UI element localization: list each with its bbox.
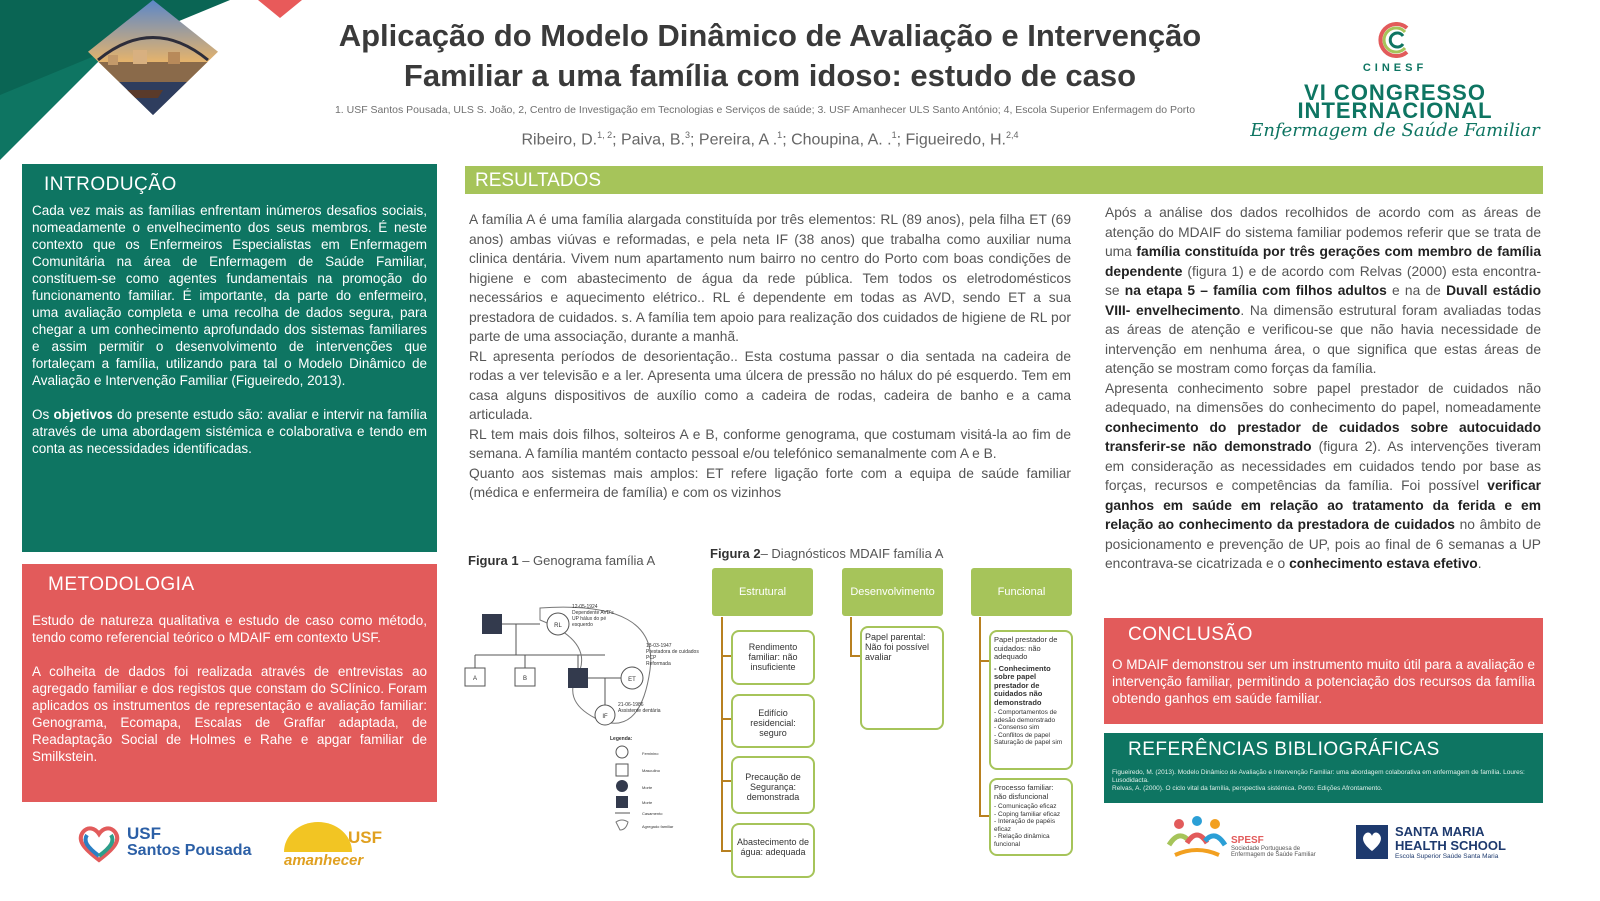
resultados-p2: RL apresenta períodos de desorientação.. Esta costuma passar o dia sentada na cadeira de rodas a ver televisão e a ler. Apresenta uma úlcera de pressão no hálux do pé esquerdo. Tem em casa alguns dispositivos de auxílio como a cadeira de rodas, cadeira de banho e a cama articulada. bbox=[469, 348, 1071, 422]
f2-processo-item: - Coping familiar eficaz bbox=[994, 810, 1061, 818]
f2-estrutural-box: Rendimento familiar: não insuficiente bbox=[731, 630, 815, 685]
smhs-line3: Escola Superior Saúde Santa Maria bbox=[1395, 853, 1499, 860]
f2-connector bbox=[721, 655, 731, 657]
author-name: Pereira, A . bbox=[698, 131, 778, 149]
f2-papel-item: - Comportamentos de adesão demonstrado bbox=[994, 709, 1057, 724]
bold-text: conhecimento estava efetivo bbox=[1289, 556, 1478, 571]
rl-note: esquerdo bbox=[572, 622, 593, 628]
f2-connector bbox=[850, 655, 860, 657]
author-sup: 2,4 bbox=[1006, 130, 1019, 140]
f2-connector bbox=[721, 850, 731, 852]
resultados-p4: Quanto aos sistemas mais amplos: ET refere ligação forte com a equipa de saúde familiar (médica e enfermeira de família) e com os vizinhos bbox=[469, 465, 1071, 500]
text: . Na dimensão estrutural foram avaliadas todas as áreas de atenção e verificou-se que não havia necessidade de intervenção em nenhuma área, o que significa que estas áreas de atenção se mostram como forças da família. bbox=[1105, 302, 1541, 376]
legend-item: Masculino bbox=[642, 768, 661, 773]
usf-sp-top: USF bbox=[127, 824, 161, 843]
usf-amanhecer-logo bbox=[282, 818, 382, 872]
bold-text: Duvall estádio VIII- envelhecimento bbox=[1105, 283, 1542, 318]
f2-connector bbox=[979, 815, 989, 817]
introducao-p2 bbox=[32, 406, 427, 457]
f2-connector bbox=[721, 617, 723, 852]
spesf-sub: Sociedade Portuguesa de bbox=[1231, 846, 1301, 852]
figura2-label: Figura 2 bbox=[710, 546, 761, 561]
et-label: ET bbox=[628, 677, 636, 683]
smhs-line2: HEALTH SCHOOL bbox=[1395, 838, 1506, 853]
conclusao-heading: CONCLUSÃO bbox=[1128, 624, 1253, 645]
title-line-1: Aplicação do Modelo Dinâmico de Avaliação e Intervenção bbox=[338, 18, 1202, 53]
affiliations: 1. USF Santos Pousada, ULS S. João, 2, Centro de Investigação em Tecnologias e Serviços de saúde; 3. USF Amanhecer ULS Santo António; 4, Escola Superior Enfermagem do Porto bbox=[334, 104, 1196, 116]
author-name: Ribeiro, D. bbox=[521, 131, 598, 149]
santa-maria-shield-icon bbox=[1355, 824, 1389, 860]
metodologia-p1: Estudo de natureza qualitativa e estudo de caso como método, tendo como referencial teórico o MDAIF em contexto USF. bbox=[32, 613, 427, 645]
genogram bbox=[460, 600, 700, 836]
author-sup: 1, 2 bbox=[597, 130, 613, 140]
f2-papel-item: - Consenso sim bbox=[994, 724, 1040, 731]
introducao-p1: Cada vez mais as famílias enfrentam inúmeros desafios sociais, nomeadamente o envelhecimento dos seus membros. É neste contexto que os Enfermeiros Especialistas em Enfermagem Comunitária na área de Enfermagem de Saúde Familiar, constituem-se como agentes fundamentais na promoção do funcionamento familiar. É importante, da parte do enfermeiro, uma avaliação completa e uma recolha de dados segura, para chegar a um conhecimento aprofundado dos sistemas familiares e assim permitir o desenvolvimento de intervenções que fortaleçam a família, utilizando para tal o Modelo Dinâmico de Avaliação e Intervenção Familiar (Figueiredo, 2013). bbox=[32, 203, 427, 388]
author-sep: ; bbox=[782, 131, 792, 149]
bold-text: verificar ganhos em saúde em relação ao tratamento da ferida e em relação ao conhecimento da prestadora de cuidados bbox=[1105, 478, 1541, 532]
f2-processo-item: - Interação de papéis eficaz bbox=[994, 818, 1056, 833]
spesf-sub: Enfermagem de Saúde Familiar bbox=[1231, 852, 1316, 858]
text: no âmbito de posicionamento e prevenção de UP, pois ao final de 6 semanas a UP encontrava-se cicatrizada e o bbox=[1105, 517, 1541, 571]
cinesf-name: CINESF bbox=[1362, 62, 1428, 74]
f2-connector bbox=[850, 617, 852, 657]
f2-papel-title: Papel prestador de cuidados: não adequado bbox=[994, 635, 1058, 661]
et-note: 18-03-1947 bbox=[646, 643, 672, 649]
author-sup: 3 bbox=[685, 130, 691, 140]
text: do presente estudo são: avaliar e intervir na família através de uma abordagem sistémica e colaborativa e tendo em conta as necessidades identificadas. bbox=[32, 407, 427, 456]
congress-title bbox=[1260, 80, 1530, 123]
figura1-caption-text: – Genograma família A bbox=[518, 553, 656, 568]
usf-am-bottom: amanhecer bbox=[284, 852, 364, 869]
congress-line1: VI CONGRESSO bbox=[1304, 80, 1486, 105]
figura1-label: Figura 1 bbox=[468, 553, 519, 568]
f2-processo-item: - Comunicação eficaz bbox=[994, 803, 1057, 810]
f2-connector bbox=[721, 718, 731, 720]
f2-connector bbox=[979, 660, 989, 662]
f2-connector bbox=[979, 617, 981, 817]
sunrise-icon bbox=[282, 820, 354, 854]
rl-note: Dependente AVD's bbox=[572, 610, 614, 616]
f2-estrutural-header: Estrutural bbox=[712, 568, 813, 616]
f2-estrutural-box: Abastecimento de água: adequada bbox=[731, 823, 815, 878]
legend-item: Feminino bbox=[642, 751, 659, 756]
author-sep: ; bbox=[612, 131, 621, 149]
text: Os bbox=[32, 407, 54, 422]
f2-desenvolvimento-header: Desenvolvimento bbox=[842, 568, 943, 616]
figura1-caption bbox=[468, 553, 655, 568]
rl-note: 12-05-1924 bbox=[572, 604, 598, 610]
metodologia-panel bbox=[22, 564, 437, 802]
if-note: 21-06-1986 bbox=[618, 702, 644, 708]
figura2-caption bbox=[710, 546, 943, 561]
f2-processo-item: - Relação dinâmica funcional bbox=[994, 833, 1050, 848]
spesf-logo bbox=[1165, 815, 1315, 860]
if-note: Assistente dentária bbox=[618, 708, 661, 714]
bold-text: na etapa 5 – família com filhos adultos bbox=[1124, 283, 1387, 298]
et-note: PCP bbox=[646, 655, 657, 661]
legend-death-male-icon bbox=[616, 796, 628, 808]
author-sup: 1 bbox=[777, 130, 783, 140]
legend-female-icon bbox=[616, 746, 628, 758]
f2-funcional-box-processo bbox=[989, 778, 1073, 856]
figura2-caption-text: – Diagnósticos MDAIF família A bbox=[760, 546, 944, 561]
heart-hands-icon bbox=[75, 822, 123, 864]
f2-estrutural-box: Precaução de Segurança: demonstrada bbox=[731, 756, 815, 814]
text: . bbox=[1477, 556, 1482, 571]
text: (figura 1) e de acordo com Relvas (2000) esta encontra-se bbox=[1105, 263, 1541, 298]
text: Após a análise dos dados recolhidos de acordo com as áreas de atenção do MDAIF do sistema familiar podemos referir que se trata de uma bbox=[1105, 205, 1541, 259]
santa-maria-logo bbox=[1355, 822, 1515, 862]
resultados-heading: RESULTADOS bbox=[465, 166, 1543, 194]
if-label: IF bbox=[602, 714, 608, 720]
bold-text: objetivos bbox=[53, 407, 113, 422]
introducao-panel bbox=[22, 164, 437, 552]
usf-am-top: USF bbox=[348, 828, 382, 847]
f2-papel-item: Saturação de papel sim bbox=[994, 739, 1063, 746]
metodologia-heading: METODOLOGIA bbox=[48, 574, 195, 595]
author-name: Choupina, A. . bbox=[791, 131, 892, 149]
bold-text: família constituída por três gerações com membro de família dependente bbox=[1105, 244, 1541, 279]
text: e na de bbox=[1386, 283, 1447, 298]
f2-papel-diagnosis: - Conhecimento sobre papel prestador de cuidados não demonstrado bbox=[994, 663, 1051, 707]
legend-item: Morte bbox=[642, 785, 653, 790]
spesf-figures-icon bbox=[1165, 815, 1229, 860]
resultados-p1: A família A é uma família alargada constituída por três elementos: RL (89 anos), pela filha ET (69 anos) ambas viúvas e reformadas, e pela neta IF (38 anos) que trabalha como auxiliar numa clinica dentária. Vivem num apartamento num bairro no centro do Porto com boas condições de higiene e com abastecimento de água da rede pública. Tem todos os eletrodomésticos necessários e aquecimento elétrico.. RL é dependente em todas as AVD, sendo ET a sua prestadora de cuidados. s. A família tem apoio para realização dos cuidados de higiene de RL por parte de uma associação, durante a manhã. bbox=[469, 212, 1071, 344]
b-label: B bbox=[522, 676, 528, 682]
deceased-male-node bbox=[482, 614, 502, 634]
cinesf-logo-icon bbox=[1365, 20, 1425, 60]
legend-title: Legenda: bbox=[610, 736, 633, 742]
reference-item: Relvas, A. (2000). O ciclo vital da família, perspectiva sistémica. Porto: Edições Afrontamento. bbox=[1112, 785, 1383, 792]
deceased-husband-node bbox=[568, 668, 588, 688]
metodologia-p2: A colheita de dados foi realizada através de entrevistas ao agregado familiar e dos registos que constam do SClínico. Foram aplicados os instrumentos de representação e avaliação familiar: Genograma, Ecomapa, Escalas de Graffar adaptada, de Readaptação Social de Holmes e Rahe e apgar familiar de Smilkstein. bbox=[32, 664, 427, 764]
legend-death-female-icon bbox=[616, 780, 628, 792]
author-name: Figueiredo, H. bbox=[905, 131, 1006, 149]
rl-label: RL bbox=[554, 623, 562, 629]
text: (figura 2). As intervenções tiveram em consideração as necessidades em cuidados tendo por base as forças, recursos e competências da família. Foi possível bbox=[1105, 439, 1541, 493]
f2-processo-title: Processo familiar: não disfuncional bbox=[994, 783, 1054, 801]
title-line-2: Familiar a uma família com idoso: estudo de caso bbox=[403, 58, 1137, 93]
f2-funcional-header: Funcional bbox=[971, 568, 1072, 616]
et-note: Prestadora de cuidados bbox=[646, 649, 699, 655]
congress-line2: INTERNACIONAL bbox=[1297, 98, 1493, 123]
f2-estrutural-box: Edifício residencial: seguro bbox=[731, 694, 815, 748]
poster-title bbox=[270, 16, 1270, 96]
rl-note: UP hálux do pé bbox=[572, 616, 607, 622]
authors bbox=[470, 130, 1070, 149]
spesf-name: SPESF bbox=[1231, 835, 1264, 846]
legend-item: Morte bbox=[642, 800, 653, 805]
congress-subtitle: Enfermagem de Saúde Familiar bbox=[1250, 120, 1540, 141]
smhs-line1: SANTA MARIA bbox=[1395, 824, 1485, 839]
author-sep: ; bbox=[896, 131, 906, 149]
conclusao-panel bbox=[1104, 618, 1543, 724]
legend-household-icon bbox=[616, 820, 628, 830]
et-note: Reformada bbox=[646, 661, 671, 667]
referencias-heading: REFERÊNCIAS BIBLIOGRÁFICAS bbox=[1128, 739, 1440, 760]
introducao-heading: INTRODUÇÃO bbox=[44, 174, 177, 195]
reference-item: Figueiredo, M. (2013). Modelo Dinâmico de Avaliação e Intervenção Familiar: uma abordagem colaborativa em enfermagem de família. Loures: Lusodidacta. bbox=[1112, 769, 1525, 784]
resultados-col1 bbox=[469, 210, 1071, 503]
author-sep: ; bbox=[690, 131, 699, 149]
legend-male-icon bbox=[616, 764, 628, 776]
f2-papel-item: - Conflitos de papel bbox=[994, 731, 1051, 739]
resultados-p3: RL tem mais dois filhos, solteiros A e B, conforme genograma, que costumam visitá-la ao fim de semana. A família mantém contacto pessoal e/ou telefónico semanalmente com A e B. bbox=[469, 426, 1071, 461]
author-sup: 1 bbox=[891, 130, 897, 140]
bold-text: conhecimento do prestador de cuidados sobre autocuidado transferir-se não demonstrado bbox=[1105, 419, 1541, 454]
legend-item: Agregado familiar bbox=[642, 824, 674, 829]
f2-desenvolvimento-box: Papel parental: Não foi possível avaliar bbox=[860, 626, 944, 730]
author-name: Paiva, B. bbox=[620, 131, 685, 149]
f2-connector bbox=[721, 780, 731, 782]
text: Apresenta conhecimento sobre papel prestador de cuidados não adequado, na dimensões do conhecimento do papel, nomeadamente bbox=[1105, 380, 1541, 415]
referencias-panel bbox=[1104, 733, 1543, 803]
legend-item: Casamento bbox=[642, 811, 663, 816]
usf-santos-pousada-logo bbox=[75, 822, 265, 864]
conclusao-text: O MDAIF demonstrou ser um instrumento muito útil para a avaliação e intervenção familiar, permitindo a potenciação dos recursos da família obtendo ganhos em saúde familiar. bbox=[1112, 657, 1535, 706]
resultados-col2 bbox=[1105, 203, 1541, 574]
f2-funcional-box-papel bbox=[989, 630, 1073, 770]
a-label: A bbox=[472, 676, 478, 682]
usf-sp-bottom: Santos Pousada bbox=[127, 842, 252, 859]
